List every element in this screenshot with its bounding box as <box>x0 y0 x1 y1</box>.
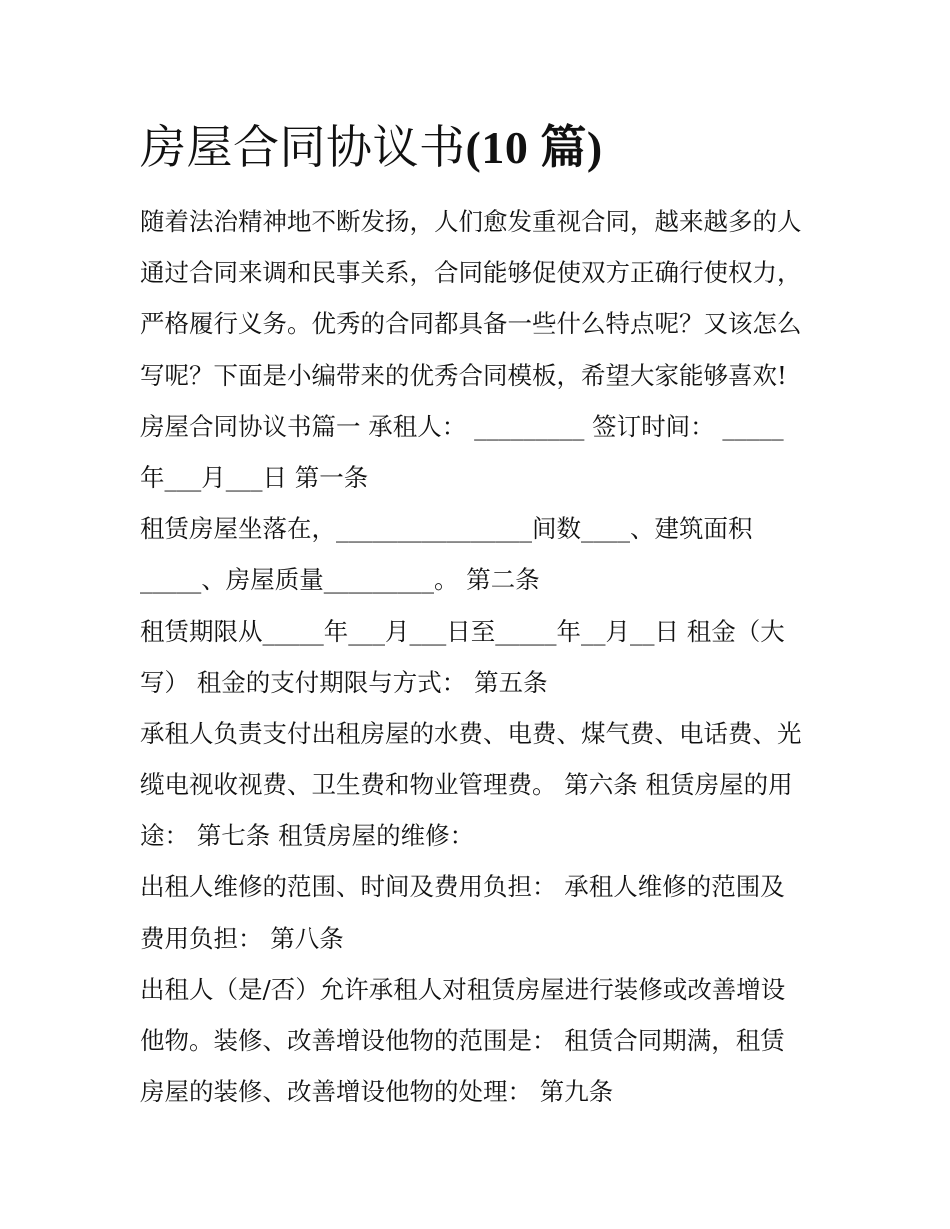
text-line: 房屋的装修、改善增设他物的处理： 第九条 <box>140 1077 614 1107</box>
text-line: 租赁期限从_____年___月___日至_____年__月__日 租金（大 <box>140 616 785 646</box>
text-line: 写） 租金的支付期限与方式： 第五条 <box>140 667 548 697</box>
text-line: 承租人负责支付出租房屋的水费、电费、煤气费、电话费、光 <box>140 718 802 748</box>
page-title <box>140 112 603 183</box>
text-line: 年___月___日 第一条 <box>140 462 369 492</box>
text-line: 出租人（是/否）允许承租人对租赁房屋进行装修或改善增设 <box>140 974 786 1004</box>
text-line: 严格履行义务。优秀的合同都具备一些什么特点呢？又该怎么 <box>140 309 802 339</box>
document-body <box>140 196 820 1117</box>
text-line: 随着法治精神地不断发扬，人们愈发重视合同，越来越多的人 <box>140 207 802 236</box>
text-line: 途： 第七条 租赁房屋的维修： <box>140 821 475 851</box>
text-line: 写呢？下面是小编带来的优秀合同模板，希望大家能够喜欢! <box>140 360 787 390</box>
text-line: 出租人维修的范围、时间及费用负担： 承租人维修的范围及 <box>140 872 785 902</box>
title-suffix: (10 篇) <box>465 122 603 173</box>
text-line: 通过合同来调和民事关系，合同能够促使双方正确行使权力， <box>140 258 802 288</box>
text-line: 他物。装修、改善增设他物的范围是： 租赁合同期满，租赁 <box>140 1026 785 1055</box>
text-line: 缆电视收视费、卫生费和物业管理费。 第六条 租赁房屋的用 <box>140 770 793 800</box>
text-line: 租赁房屋坐落在，________________间数____、建筑面积 <box>140 514 753 544</box>
text-line: 房屋合同协议书篇一 承租人： _________ 签订时间： _____ <box>140 411 784 441</box>
title-main: 房屋合同协议书 <box>140 120 466 174</box>
text-line: 费用负担： 第八条 <box>140 923 344 953</box>
text-line: _____、房屋质量_________。 第二条 <box>140 565 540 595</box>
